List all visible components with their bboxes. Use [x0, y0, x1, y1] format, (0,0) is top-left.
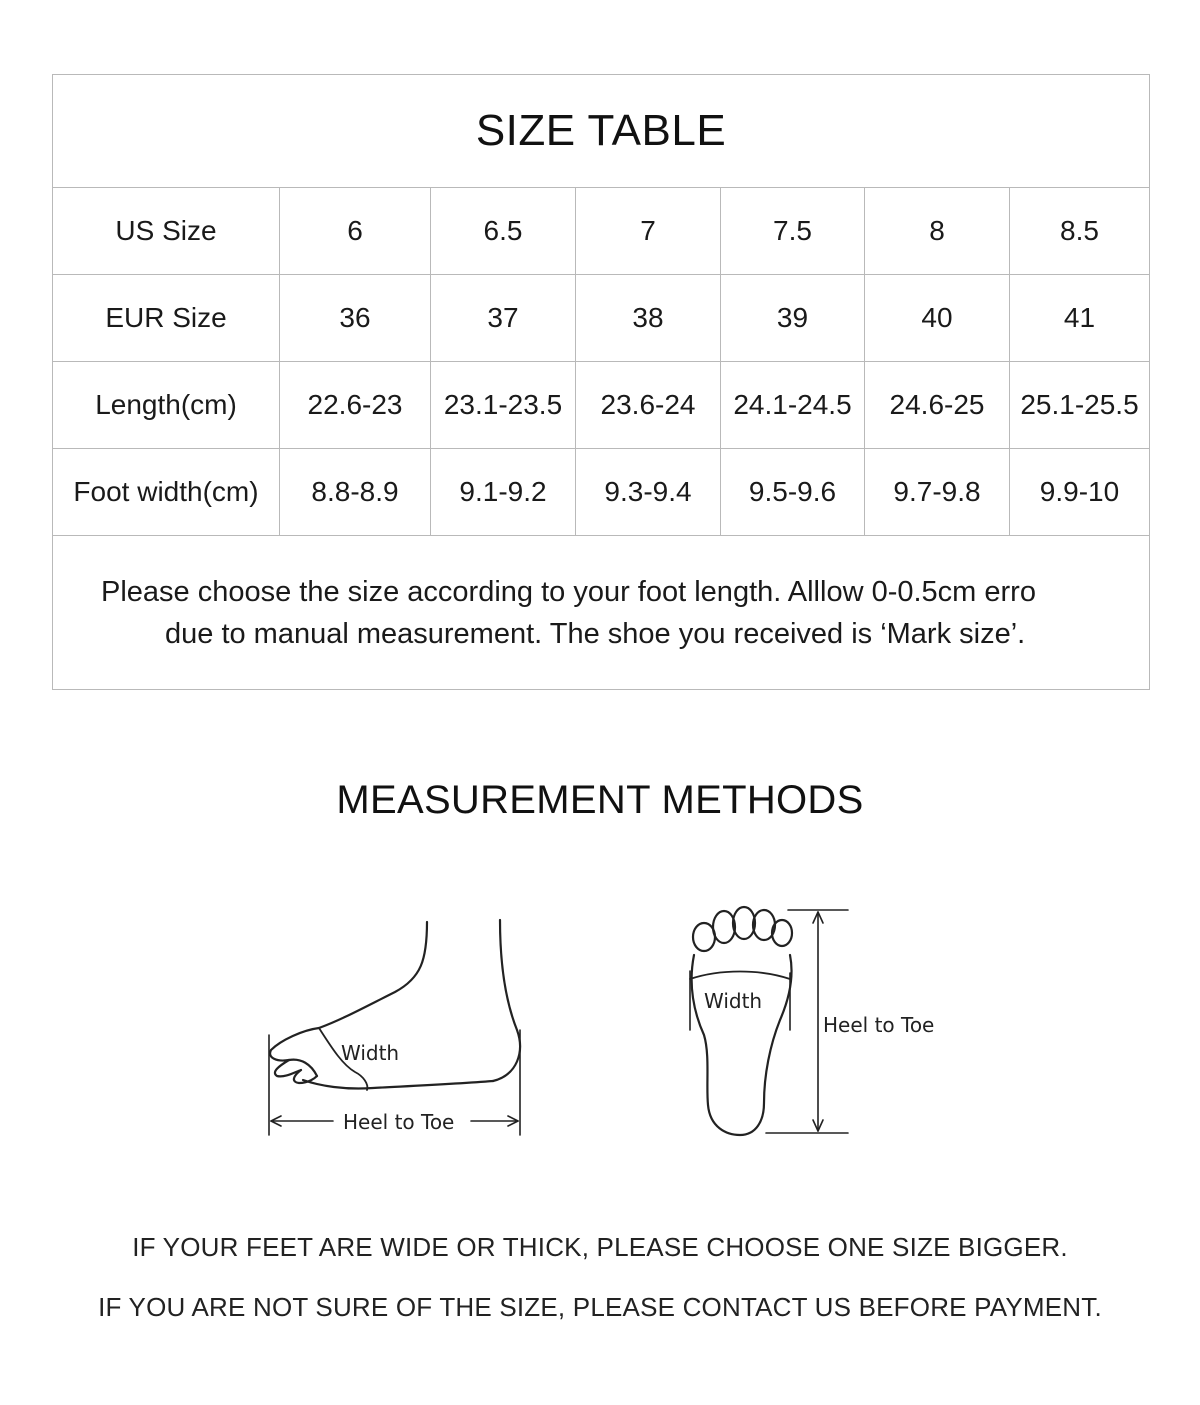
foot-sole-view-figure: [670, 895, 970, 1165]
table-cell: 9.1-9.2: [431, 449, 576, 536]
table-cell: 36: [280, 275, 431, 362]
table-cell: 8.8-8.9: [280, 449, 431, 536]
table-cell: 6.5: [431, 188, 576, 275]
foot-side-icon: [245, 900, 545, 1160]
table-cell: 23.1-23.5: [431, 362, 576, 449]
table-cell: 7: [576, 188, 721, 275]
table-row: [53, 362, 1150, 449]
footer-note-contact: IF YOU ARE NOT SURE OF THE SIZE, PLEASE CONTACT US BEFORE PAYMENT.: [98, 1292, 1102, 1322]
foot-sole-icon: [670, 895, 970, 1165]
footer-note-wide-feet: IF YOUR FEET ARE WIDE OR THICK, PLEASE CHOOSE ONE SIZE BIGGER.: [132, 1232, 1068, 1262]
size-note-line-2: due to manual measurement. The shoe you received is ‘Mark size’.: [165, 617, 1026, 650]
table-cell: 41: [1010, 275, 1150, 362]
row-label-length: Length(cm): [53, 362, 280, 449]
side-length-label: Heel to Toe: [343, 1110, 455, 1134]
table-cell: 24.1-24.5: [721, 362, 865, 449]
table-cell: 9.3-9.4: [576, 449, 721, 536]
table-row: [53, 449, 1150, 536]
table-cell: 9.7-9.8: [865, 449, 1010, 536]
sole-length-label: Heel to Toe: [823, 1013, 935, 1037]
table-row: [53, 188, 1150, 275]
table-row: [53, 275, 1150, 362]
table-cell: 37: [431, 275, 576, 362]
size-table-title: SIZE TABLE: [53, 75, 1150, 188]
measurement-title: MEASUREMENT METHODS: [336, 778, 864, 822]
table-cell: 24.6-25: [865, 362, 1010, 449]
size-note-line-1: Please choose the size according to your foot length. Alllow 0-0.5cm erro: [101, 575, 1036, 608]
table-cell: 38: [576, 275, 721, 362]
table-cell: 6: [280, 188, 431, 275]
table-cell: 40: [865, 275, 1010, 362]
table-cell: 23.6-24: [576, 362, 721, 449]
foot-side-view-figure: [245, 900, 545, 1160]
row-label-us-size: US Size: [53, 188, 280, 275]
size-table: [52, 74, 1150, 690]
table-cell: 39: [721, 275, 865, 362]
table-cell: 22.6-23: [280, 362, 431, 449]
row-label-eur-size: EUR Size: [53, 275, 280, 362]
table-cell: 8: [865, 188, 1010, 275]
table-cell: 9.9-10: [1010, 449, 1150, 536]
table-cell: 9.5-9.6: [721, 449, 865, 536]
row-label-foot-width: Foot width(cm): [53, 449, 280, 536]
side-width-label: Width: [341, 1041, 400, 1065]
sole-width-label: Width: [704, 989, 763, 1013]
table-cell: 7.5: [721, 188, 865, 275]
table-cell: 25.1-25.5: [1010, 362, 1150, 449]
size-note: [53, 536, 1150, 690]
table-cell: 8.5: [1010, 188, 1150, 275]
